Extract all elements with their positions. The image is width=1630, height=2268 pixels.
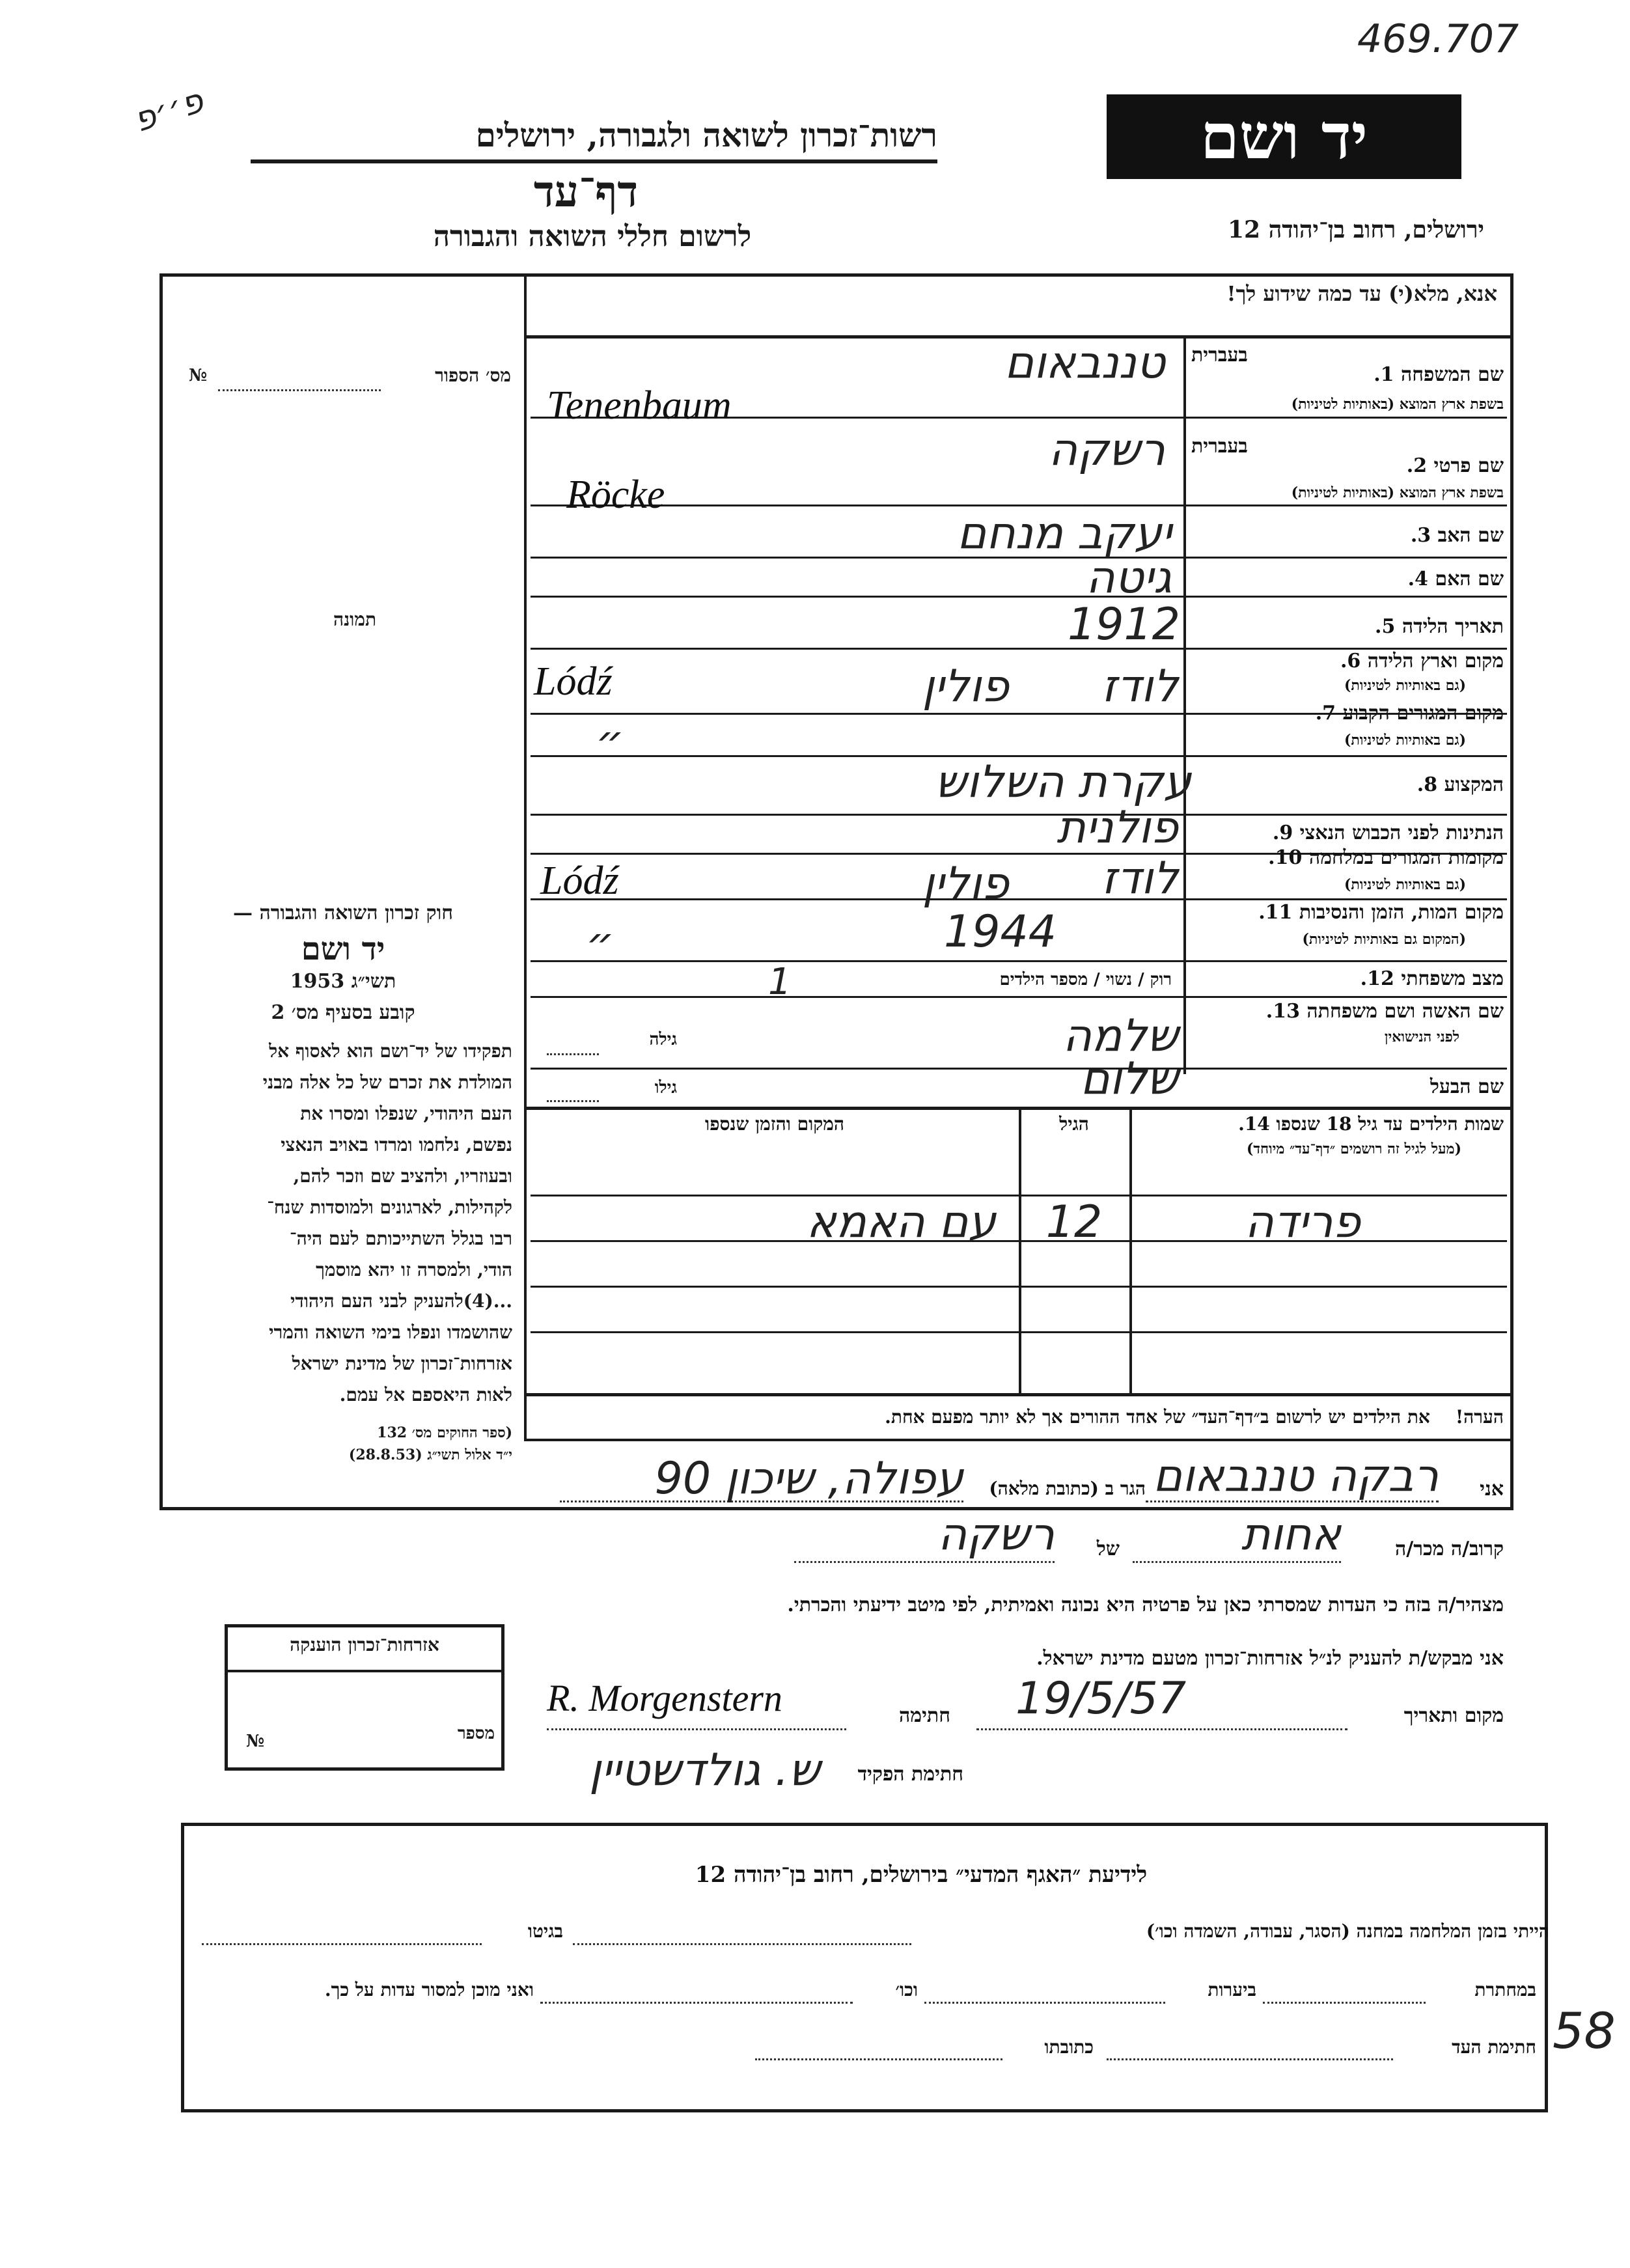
margin-page-number: 58: [1553, 2002, 1616, 2060]
note-bottom-rule: [524, 1439, 1513, 1441]
field-11-number: 11.: [1258, 901, 1293, 924]
row-rule: [531, 996, 1507, 998]
field-10-label: [1191, 846, 1504, 869]
field-2-sub: בשפת ארץ המוצא (באותיות לטיניות): [1291, 484, 1504, 501]
note-body: את הילדים יש לרשום ב״דף־העד״ של אחד ההורים אך לא יותר מפעם אחת.: [885, 1406, 1430, 1428]
field-10-value-hebrew[interactable]: פולין: [922, 858, 1009, 909]
field-9-number: 9.: [1272, 822, 1293, 844]
field-11-value[interactable]: 1944: [944, 906, 1057, 958]
wife-age-label: גילה: [649, 1030, 677, 1049]
place-date-label: מקום ותאריך: [1403, 1704, 1504, 1727]
field-12-children-count[interactable]: 1: [768, 961, 792, 1003]
children-label-text: שמות הילדים עד גיל 18 שנספו: [1276, 1113, 1504, 1135]
field-6-value-latin[interactable]: Lódź: [534, 659, 613, 704]
resides-label: הגר ב (כתובת מלאה): [989, 1478, 1146, 1499]
field-1-number: 1.: [1374, 363, 1394, 386]
stamp-box-number-label: מספר: [457, 1724, 495, 1743]
footer-underground-label: במחתרת: [1474, 1979, 1536, 2000]
field-13-label: [1191, 1000, 1504, 1023]
footer-ghetto-line[interactable]: [202, 1943, 482, 1945]
field-10-sub: (גם באותיות לטיניות): [1344, 876, 1466, 893]
children-row-rule: [531, 1240, 1507, 1242]
field-1-label: [1191, 363, 1504, 386]
field-13-label-text: שם האשה ושם משפחתה: [1306, 1000, 1504, 1023]
field-10-number: 10.: [1268, 846, 1303, 869]
footer-forest-line[interactable]: [924, 2002, 1165, 2004]
field-1-hebrew-tag: בעברית: [1191, 344, 1248, 366]
field-3-label: [1191, 524, 1504, 547]
law-name: יד ושם: [301, 931, 385, 967]
children-col-divider: [1019, 1107, 1021, 1393]
field-11-value-mark[interactable]: ״: [586, 918, 615, 969]
logo-text: יד ושם: [1200, 100, 1368, 173]
record-number-label: מס׳ הספור: [435, 365, 511, 386]
signature-line[interactable]: [547, 1728, 846, 1730]
child-age[interactable]: 12: [1045, 1196, 1103, 1248]
declaration-statement: מצהיר/ה בזה כי העדות שמסרתי כאן על פרטיה היא נכונה ואמיתית, לפי מיטב ידיעתי והכרתי.: [787, 1594, 1504, 1616]
wife-age-line[interactable]: [547, 1053, 599, 1055]
law-line: העם היהודי, שנפלו ומסרו את: [300, 1103, 512, 1124]
field-11-label: [1191, 901, 1504, 924]
field-9-label: [1191, 822, 1504, 844]
children-col-age: הגיל: [1059, 1113, 1089, 1135]
field-8-number: 8.: [1416, 773, 1438, 796]
law-line: ובעוזריו, ולהציב שם וזכר להם,: [293, 1165, 512, 1187]
field-6-sub: (גם באותיות לטיניות): [1344, 677, 1466, 694]
note-text: [540, 1406, 1504, 1428]
field-1-label-text: שם המשפחה: [1400, 363, 1504, 386]
law-line: המולדת את זכרם של כל אלה מבני: [262, 1072, 512, 1093]
law-line: אזרחות־זכרון של מדינת ישראל: [292, 1353, 512, 1374]
authority-underline: [251, 159, 937, 163]
field-8-label-text: המקצוע: [1444, 773, 1504, 796]
footer-underground-line[interactable]: [1263, 2002, 1426, 2004]
footer-title: לידיעת ״האגף המדעי״ בירושלים, רחוב בן־יהודה 12: [695, 1862, 1148, 1888]
husband-value[interactable]: שלום: [1080, 1053, 1178, 1105]
signature-label: חתימה: [899, 1704, 950, 1727]
field-9-value[interactable]: פולנית: [1057, 802, 1178, 853]
citizenship-request: אני מבקש/ת להעניק לנ״ל אזרחות־זכרון מטעם מדינת ישראל.: [1036, 1647, 1504, 1670]
row-rule: [531, 960, 1507, 962]
declarant-address[interactable]: עפולה, שיכון 90: [654, 1453, 963, 1504]
field-2-value-latin[interactable]: Röcke: [566, 473, 665, 517]
field-13-sub: לפני הנישואין: [1384, 1029, 1459, 1045]
field-2-label: [1191, 454, 1504, 477]
field-3-number: 3.: [1410, 524, 1431, 547]
footer-forest-label: ביערות: [1208, 1979, 1256, 2000]
declarant-name[interactable]: רבקה טננבאום: [1153, 1450, 1439, 1502]
field-12-label-text: מצב משפחתי: [1401, 967, 1504, 990]
yad-vashem-logo: [1107, 94, 1461, 179]
relative-label: קרוב/ה מכר/ה: [1395, 1538, 1504, 1560]
law-line: רבו בגלל השתייכותם לעם היה־: [289, 1228, 512, 1249]
child-name[interactable]: פרידה: [1245, 1196, 1361, 1248]
stamp-box-title: אזרחות־זכרון הוענקה: [290, 1634, 439, 1655]
footer-camp-line[interactable]: [573, 1943, 911, 1945]
field-8-label: [1191, 773, 1504, 796]
field-7-label: [1191, 702, 1504, 725]
address: ירושלים, רחוב בן־יהודה 12: [1227, 216, 1484, 243]
record-number-line[interactable]: [218, 389, 381, 391]
child-place[interactable]: עם האמא: [807, 1196, 996, 1248]
field-2-value-hebrew[interactable]: רשקה: [1048, 424, 1165, 476]
stamp-box-number-prefix: №: [246, 1732, 265, 1751]
field-10-value-latin[interactable]: Lódź: [540, 859, 619, 903]
children-label: [1136, 1113, 1504, 1135]
field-5-label-text: תאריך הלידה: [1402, 615, 1504, 638]
law-line: לקהילות, לארגונים ולמוסדות שנח־: [267, 1196, 512, 1218]
law-clause: קובע בסעיף מס׳ 2: [271, 1001, 415, 1024]
footer-witness-signature-label: חתימת העד: [1452, 2036, 1536, 2058]
field-13-number: 13.: [1265, 1000, 1300, 1023]
field-6-value-extra[interactable]: לודז: [1101, 661, 1178, 712]
declaration-i-label: אני: [1480, 1478, 1504, 1500]
law-line: נפשם, נלחמו ומרדו באויב הנאצי: [281, 1134, 512, 1155]
authority-title: רשות־זכרון לשואה ולגבורה, ירושלים: [475, 116, 937, 154]
place-date-value[interactable]: 19/5/57: [1015, 1673, 1187, 1724]
children-row-rule: [531, 1286, 1507, 1288]
field-6-label: [1191, 650, 1504, 672]
law-line: לאות היאספם אל עמם.: [339, 1384, 512, 1405]
field-2-number: 2.: [1406, 454, 1428, 477]
husband-age-line[interactable]: [547, 1100, 599, 1102]
field-4-value[interactable]: גיטה: [1086, 552, 1172, 603]
field-10-label-text: מקומות המגורים במלחמה: [1308, 846, 1504, 869]
field-2-hebrew-tag: בעברית: [1191, 435, 1248, 458]
record-number-prefix: №: [189, 366, 208, 385]
children-row-rule: [531, 1331, 1507, 1333]
footer-ghetto-label: בגיטו: [527, 1920, 563, 1942]
husband-age-label: גילו: [654, 1078, 677, 1098]
law-line: ...(4)להעניק לבני העם היהודי: [290, 1290, 512, 1312]
field-10-value-extra[interactable]: לודז: [1101, 853, 1178, 904]
field-1-sub: בשפת ארץ המוצא (באותיות לטיניות): [1291, 396, 1504, 413]
field-4-number: 4.: [1407, 568, 1428, 590]
husband-label: שם הבעל: [1430, 1075, 1504, 1098]
intro-instruction: אנא, מלא(י) עד כמה שידוע לך!: [1226, 281, 1497, 306]
field-9-label-text: הנתינות לפני הכבוש הנאצי: [1299, 822, 1504, 844]
law-title: חוק זכרון השואה והגבורה —: [233, 902, 453, 924]
law-year: תשי״ג 1953: [290, 970, 396, 993]
law-line: הודי, ולמסרה זו יהא מוסמך: [316, 1259, 512, 1280]
field-7-value[interactable]: ״: [596, 716, 624, 768]
children-col-place: המקום והזמן שנספו: [705, 1113, 844, 1135]
field-6-number: 6.: [1340, 650, 1361, 672]
footer-line1: הייתי בזמן המלחמה במחנה (הסגר, עבודה, השמדה וכו׳): [1146, 1920, 1549, 1942]
field-6-label-text: מקום וארץ הלידה: [1367, 650, 1504, 672]
left-column-divider: [524, 273, 527, 1439]
relation-line[interactable]: [1133, 1561, 1341, 1563]
of-label: של: [1096, 1538, 1120, 1560]
field-8-value[interactable]: עקרת השלוש: [935, 756, 1191, 808]
field-2-label-text: שם פרטי: [1433, 454, 1504, 477]
footer-testimony-offer: ואני מוכן למסור עדות על כך.: [324, 1979, 534, 2000]
law-reference-date: י״ד אלול תשי״ג (28.8.53): [348, 1446, 512, 1463]
field-4-label-text: שם האם: [1435, 568, 1504, 590]
field-5-label: [1191, 615, 1504, 638]
page-subtitle: לרשום חללי השואה והגבורה: [433, 220, 752, 253]
children-col-divider: [1129, 1107, 1132, 1393]
row-rule: [531, 1068, 1507, 1070]
field-7-label-text: מקום המגורים הקבוע: [1342, 702, 1504, 725]
footer-address-label: כתובתו: [1044, 2036, 1094, 2058]
officer-signature-label: חתימת הפקיד: [857, 1763, 963, 1786]
field-11-label-text: מקום המות, הזמן והנסיבות: [1299, 901, 1504, 924]
field-3-label-text: שם האב: [1437, 524, 1504, 547]
field-7-sub: (גם באותיות לטיניות): [1344, 732, 1466, 749]
law-reference: (ספר החוקים מס׳ 132: [377, 1424, 512, 1441]
of-line[interactable]: [794, 1561, 1055, 1563]
of-value[interactable]: רשקה: [937, 1509, 1055, 1560]
field-4-label: [1191, 568, 1504, 590]
stamp-box-rule: [225, 1670, 504, 1672]
field-12-label: [1191, 967, 1504, 990]
field-12-number: 12.: [1360, 967, 1394, 990]
field-11-sub: (המקום גם באותיות לטיניות): [1302, 931, 1466, 948]
photo-label: תמונה: [333, 609, 377, 630]
place-date-line[interactable]: [976, 1728, 1347, 1730]
field-5-value[interactable]: 1912: [1068, 599, 1181, 650]
field-3-value[interactable]: יעקב מנחם: [957, 508, 1172, 559]
signature-value[interactable]: R. Morgenstern: [547, 1677, 782, 1719]
note-label: הערה!: [1455, 1406, 1504, 1428]
officer-signature-value[interactable]: ש. גולדשטיין: [589, 1745, 820, 1796]
labels-column-divider: [1183, 339, 1186, 1074]
children-sub: (מעל לגיל זה רושמים ״דף־עד״ מיוחד): [1246, 1141, 1461, 1157]
footer-etc-line[interactable]: [540, 2002, 853, 2004]
footer-witness-signature-line[interactable]: [1107, 2058, 1393, 2060]
field-13-value[interactable]: שלמה: [1062, 1010, 1178, 1062]
corner-scribble: פ׳׳פ: [129, 81, 208, 141]
children-number: 14.: [1238, 1113, 1270, 1135]
archive-number: 469.707: [1357, 16, 1519, 62]
children-table-bottom: [524, 1393, 1513, 1396]
footer-address-line[interactable]: [755, 2058, 1002, 2060]
field-1-value-hebrew[interactable]: טננבאום: [1004, 337, 1165, 389]
field-5-number: 5.: [1375, 615, 1396, 638]
marital-status-options[interactable]: רוק / נשוי / מספר הילדים: [999, 970, 1172, 989]
footer-etc-label: וכו׳: [895, 1979, 918, 2000]
children-row-rule: [531, 1195, 1507, 1196]
relation-value[interactable]: אחות: [1241, 1509, 1341, 1560]
field-6-value-hebrew[interactable]: פולין: [922, 661, 1009, 712]
field-1-value-latin[interactable]: Tenenbaum: [547, 383, 732, 428]
law-line: תפקידו של יד־ושם הוא לאסוף אל: [269, 1040, 512, 1062]
law-line: שהושמדו ונפלו בימי השואה והמרי: [269, 1321, 512, 1343]
page-title: דף־עד: [533, 166, 639, 217]
field-7-number: 7.: [1315, 702, 1336, 725]
